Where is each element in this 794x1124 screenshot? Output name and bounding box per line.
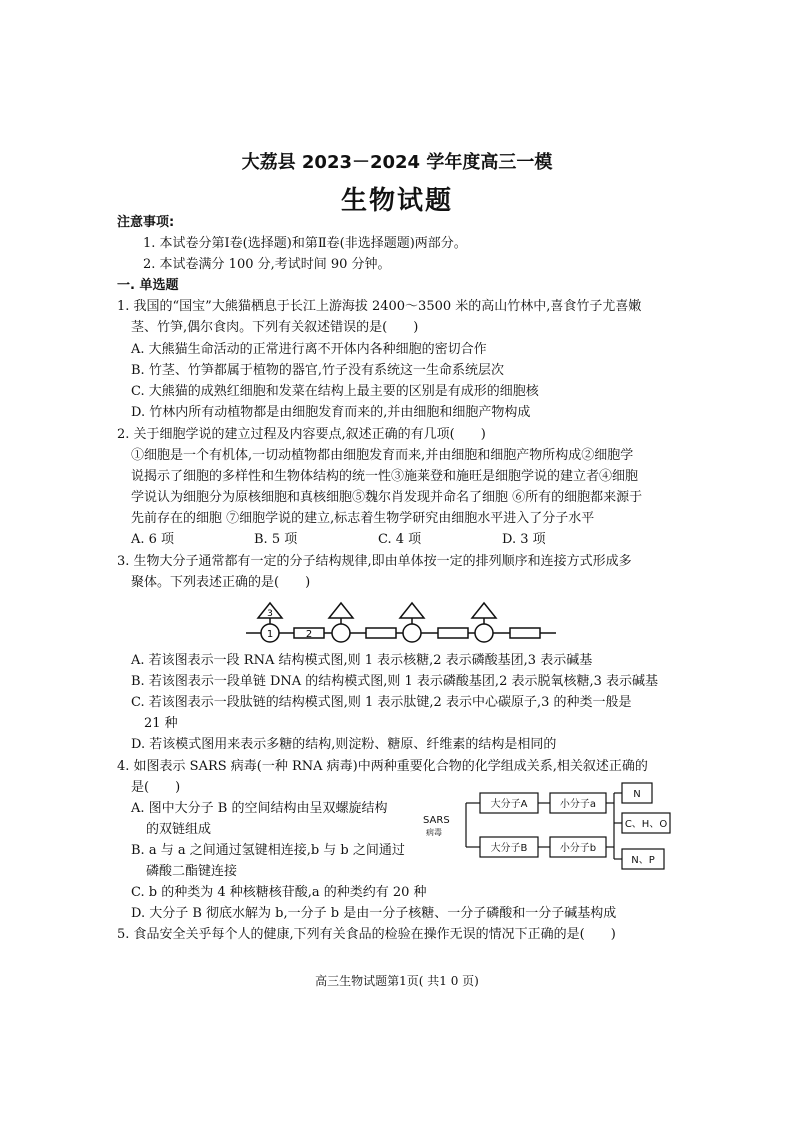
q3-option-b: B. 若该图表示一段单链 DNA 的结构模式图,则 1 表示磷酸基团,2 表示脱氧核糖,3 表示碱基 [131,674,659,689]
q4-stem-line1: 4. 如图表示 SARS 病毒(一种 RNA 病毒)中两种重要化合物的化学组成关系,相关叙述正确的 [117,759,648,774]
q4-stem-line2: 是( ) [131,780,181,795]
q3-chain-diagram [240,600,560,646]
q4-sars-diagram [420,775,680,875]
q1-option-c: C. 大熊猫的成熟红细胞和发菜在结构上最主要的区别是有成形的细胞核 [131,384,539,399]
page-footer: 高三生物试题第1页( 共1 0 页) [315,974,479,988]
q4-option-d: D. 大分子 B 彻底水解为 b,一分子 b 是由一分子核糖、一分子磷酸和一分子碱基构成 [131,906,617,921]
label-3: 3 [267,609,273,619]
q3-option-d: D. 若该模式图用来表示多糖的结构,则淀粉、糖原、纤维素的结构是相同的 [131,737,557,752]
q1-option-b: B. 竹茎、竹笋都属于植物的器官,竹子没有系统这一生命系统层次 [131,363,504,378]
q2-option-c: C. 4 项 [378,532,422,547]
unit-1 [258,603,324,642]
small-b-label: 小分子b [559,843,597,854]
q1-option-d: D. 竹林内所有动植物都是由细胞发育而来的,并由细胞和细胞产物构成 [131,405,531,420]
note-2: 2. 本试卷满分 100 分,考试时间 90 分钟。 [143,257,391,272]
q4-option-c: C. b 的种类为 4 种核糖核苷酸,a 的种类约有 20 种 [131,885,427,900]
q2-option-d: D. 3 项 [502,532,546,547]
q4-option-b-line2: 磷酸二酯键连接 [146,864,238,879]
q3-option-c-line1: C. 若该图表示一段肽链的结构模式图,则 1 表示肽键,2 表示中心碳原子,3 的种类一般是 [131,695,632,710]
unit-2 [329,603,396,642]
note-1: 1. 本试卷分第Ⅰ卷(选择题)和第Ⅱ卷(非选择题题)两部分。 [143,236,467,251]
q4-option-a-line1: A. 图中大分子 B 的空间结构由呈双螺旋结构 [131,801,388,816]
macro-a-label: 大分子A [490,799,528,810]
exam-title: 大荔县 2023－2024 学年度高三一模 [241,152,553,173]
q2-stem: 2. 关于细胞学说的建立过程及内容要点,叙述正确的有几项( ) [117,427,486,442]
q3-option-a: A. 若该图表示一段 RNA 结构模式图,则 1 表示核糖,2 表示磷酸基团,3 表示碱基 [131,653,593,668]
q3-stem-line1: 3. 生物大分子通常都有一定的分子结构规律,即由单体按一定的排列顺序和连接方式形成多 [117,554,632,569]
q2-line1: ①细胞是一个有机体,一切动植物都由细胞发育而来,并由细胞和细胞产物所构成②细胞学 [131,448,634,463]
q1-stem-line2: 茎、竹笋,偶尔食肉。下列有关叙述错误的是( ) [131,320,419,335]
q1-stem-line1: 1. 我国的“国宝”大熊猫栖息于长江上游海拔 2400～3500 米的高山竹林中,喜食竹子尤喜嫩 [117,299,642,314]
unit-3 [400,603,468,642]
q3-option-c-line2: 21 种 [144,716,178,731]
macro-b-label: 大分子B [490,843,528,854]
subject-title: 生物试题 [340,186,453,216]
notes-heading: 注意事项: [117,215,175,230]
label-1: 1 [266,629,274,640]
small-a-label: 小分子a [559,799,597,810]
virus-label: SARS [423,815,450,826]
element-n-label: N [633,789,641,800]
label-2: 2 [305,629,313,640]
q5-stem: 5. 食品安全关乎每个人的健康,下列有关食品的检验在操作无误的情况下正确的是( ) [117,927,616,942]
unit-4 [472,603,540,642]
q4-option-a-line2: 的双链组成 [146,822,212,837]
q2-line2: 说揭示了细胞的多样性和生物体结构的统一性③施莱登和施旺是细胞学说的建立者④细胞 [131,469,639,484]
q2-line3: 学说认为细胞分为原核细胞和真核细胞⑤魏尔肖发现并命名了细胞 ⑥所有的细胞都来源于 [131,490,643,505]
q2-line4: 先前存在的细胞 ⑦细胞学说的建立,标志着生物学研究由细胞水平进入了分子水平 [131,511,595,526]
q3-stem-line2: 聚体。下列表述正确的是( ) [131,575,311,590]
virus-sub-label: 病毒 [426,828,442,837]
q1-option-a: A. 大熊猫生命活动的正常进行离不开体内各种细胞的密切合作 [131,342,487,357]
q4-option-b-line1: B. a 与 a 之间通过氢键相连接,b 与 b 之间通过 [131,843,405,858]
element-cho-label: C、H、O [624,819,668,830]
element-np-label: N、P [631,855,655,866]
section-heading: 一. 单选题 [117,278,179,293]
q2-option-b: B. 5 项 [254,532,298,547]
q2-option-a: A. 6 项 [131,532,175,547]
